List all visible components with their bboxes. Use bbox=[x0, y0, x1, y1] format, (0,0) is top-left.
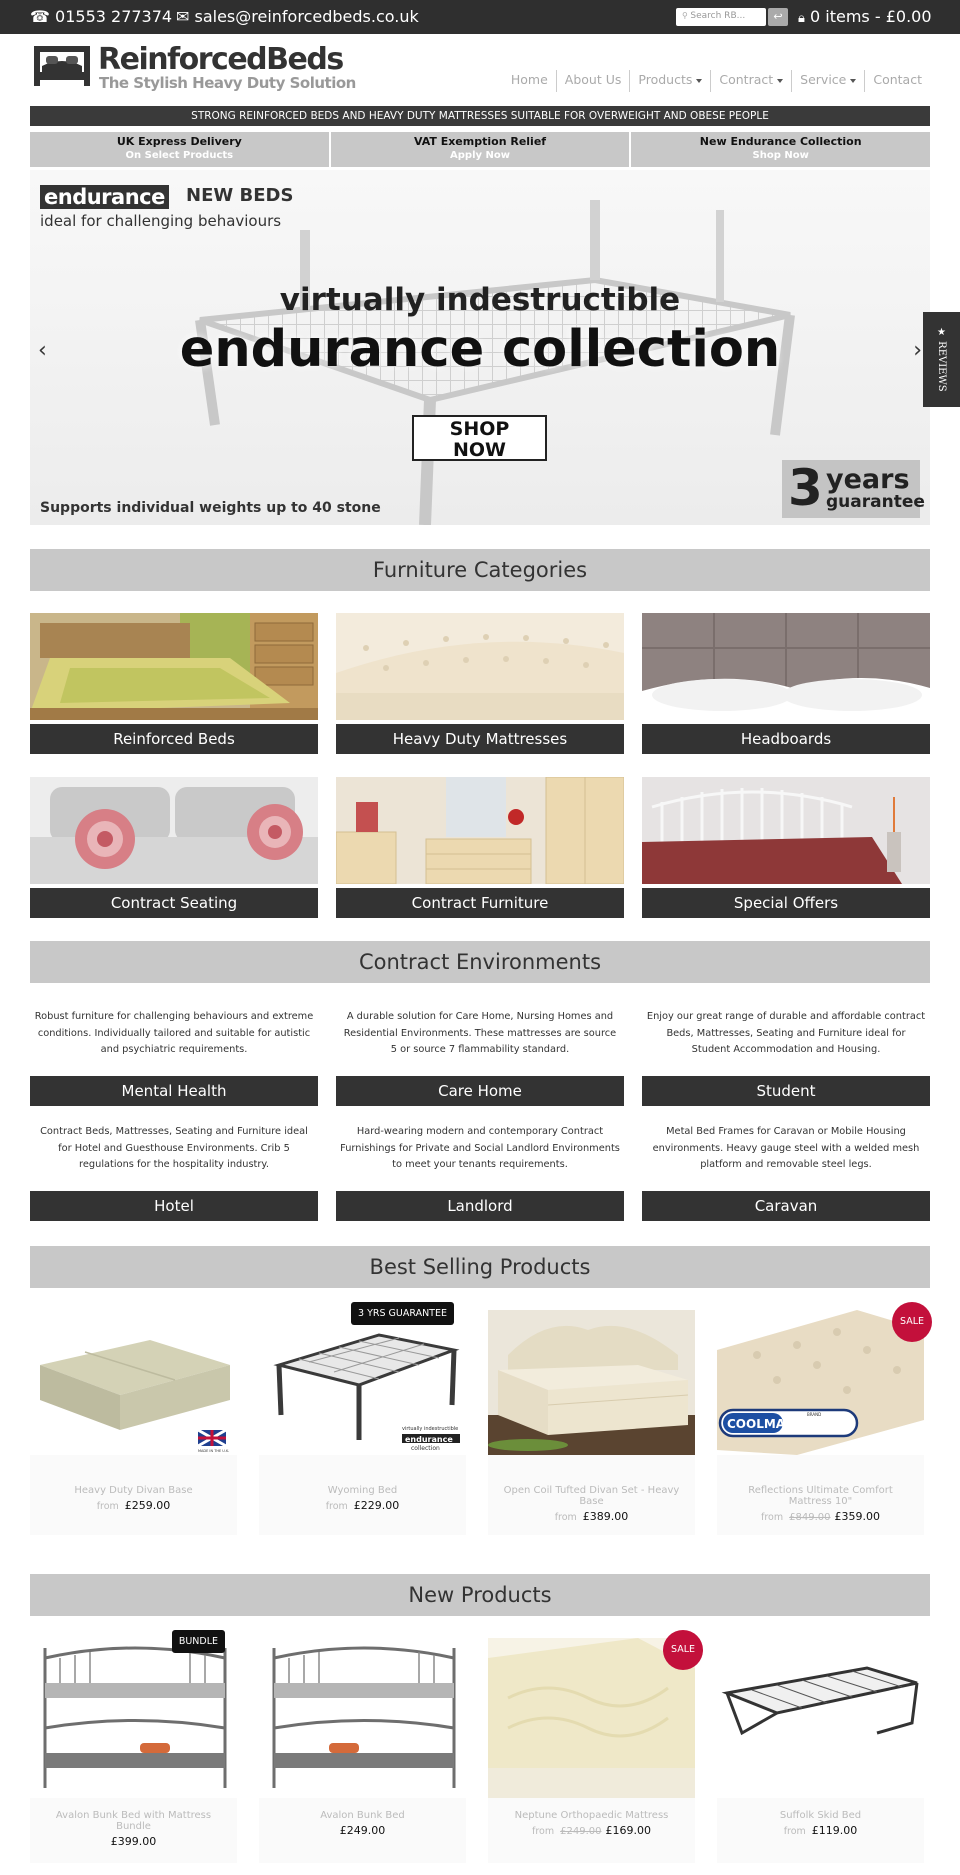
product-name[interactable]: Wyoming Bed bbox=[327, 1485, 398, 1496]
category-contract-seating[interactable] bbox=[30, 777, 318, 918]
iron-bed-photo-image bbox=[642, 777, 930, 884]
environment-label: Landlord bbox=[336, 1191, 624, 1221]
category-image bbox=[30, 777, 318, 884]
category-image bbox=[642, 777, 930, 884]
nav-home[interactable] bbox=[503, 70, 556, 92]
bunk-bed-bundle-image bbox=[30, 1638, 237, 1798]
hero-heading: endurance collection bbox=[179, 320, 781, 379]
product-card[interactable] bbox=[30, 1638, 237, 1863]
product-image bbox=[30, 1638, 237, 1798]
environment-label: Mental Health bbox=[30, 1076, 318, 1106]
category-image bbox=[30, 613, 318, 720]
guarantee-word: guarantee bbox=[826, 492, 925, 512]
sale-badge: SALE bbox=[663, 1630, 703, 1670]
category-label: Contract Furniture bbox=[336, 888, 624, 918]
hero-support-text: Supports individual weights up to 40 stone bbox=[40, 500, 381, 516]
nav-label: Products bbox=[638, 72, 693, 87]
category-label: Reinforced Beds bbox=[30, 724, 318, 754]
category-image bbox=[642, 613, 930, 720]
hero-subheading: virtually indestructible bbox=[279, 282, 681, 318]
product-card[interactable] bbox=[717, 1638, 924, 1863]
slider-next-icon[interactable]: › bbox=[913, 338, 922, 363]
phone-contact[interactable] bbox=[30, 7, 172, 26]
environment-label: Care Home bbox=[336, 1076, 624, 1106]
product-image bbox=[259, 1310, 466, 1455]
price-was: £849.00 bbox=[789, 1512, 831, 1523]
search-icon: ⚲ bbox=[682, 11, 691, 20]
product-name[interactable]: Avalon Bunk Bed bbox=[320, 1810, 405, 1821]
environment-hotel[interactable] bbox=[30, 1121, 318, 1226]
contract-environments-heading: Contract Environments bbox=[30, 941, 930, 983]
phone-icon: ☎ bbox=[30, 7, 50, 26]
category-special-offers[interactable] bbox=[642, 777, 930, 918]
environment-description: Contract Beds, Mattresses, Seating and Furniture ideal for Hotel and Guesthouse Environments. Crib 5 regulations for the hospitality industry. bbox=[30, 1121, 318, 1183]
product-name[interactable]: Neptune Orthopaedic Mattress bbox=[514, 1810, 669, 1821]
memory-foam-mattress-image bbox=[717, 1310, 924, 1455]
category-heavy-duty-mattresses[interactable] bbox=[336, 613, 624, 754]
new-beds-label: NEW BEDS bbox=[186, 185, 294, 206]
environment-caravan[interactable] bbox=[642, 1121, 930, 1226]
product-price bbox=[30, 1499, 237, 1512]
price-value: £389.00 bbox=[582, 1510, 629, 1523]
logo-name[interactable]: ReinforcedBeds bbox=[98, 42, 343, 77]
environment-care-home[interactable] bbox=[336, 1006, 624, 1111]
main-nav bbox=[503, 70, 930, 92]
product-card[interactable] bbox=[488, 1638, 695, 1863]
nav-label: Service bbox=[800, 72, 847, 87]
price-from: from bbox=[96, 1501, 119, 1512]
collection-text: collection bbox=[411, 1445, 440, 1452]
product-card[interactable] bbox=[259, 1638, 466, 1863]
nav-service[interactable] bbox=[791, 70, 864, 92]
guarantee-years: years bbox=[826, 464, 910, 495]
product-card[interactable] bbox=[488, 1310, 695, 1535]
shop-line: NOW bbox=[452, 439, 506, 461]
price-from: from bbox=[532, 1826, 555, 1837]
product-name[interactable]: Suffolk Skid Bed bbox=[779, 1810, 862, 1821]
best-selling-grid bbox=[30, 1310, 930, 1535]
guarantee-badge bbox=[782, 459, 925, 518]
product-name[interactable]: Open Coil Tufted Divan Set - Heavy Base bbox=[503, 1485, 680, 1507]
environment-label: Caravan bbox=[642, 1191, 930, 1221]
product-card[interactable] bbox=[717, 1310, 924, 1535]
environment-landlord[interactable] bbox=[336, 1121, 624, 1226]
category-reinforced-beds[interactable] bbox=[30, 613, 318, 754]
price-value: £359.00 bbox=[834, 1510, 880, 1523]
headboard-photo-image bbox=[642, 613, 930, 720]
bundle-badge: BUNDLE bbox=[172, 1630, 225, 1653]
environment-description: Enjoy our great range of durable and affordable contract Beds, Mattresses, Seating and Furniture ideal for Student Accommodation and Housing. bbox=[642, 1006, 930, 1068]
bed-photo-image bbox=[30, 613, 318, 720]
usp-title: New Endurance Collection bbox=[699, 135, 862, 148]
shop-now-button[interactable] bbox=[412, 415, 547, 461]
lock-icon: 🔒︎ bbox=[798, 11, 805, 26]
cart-link[interactable] bbox=[798, 7, 932, 26]
category-label: Headboards bbox=[642, 724, 930, 754]
usp-title: VAT Exemption Relief bbox=[413, 135, 547, 148]
wyoming-bed-image bbox=[259, 1310, 466, 1455]
usp-endurance[interactable] bbox=[629, 132, 930, 167]
price-from: from bbox=[325, 1501, 348, 1512]
environment-grid bbox=[30, 1006, 930, 1236]
search-input[interactable] bbox=[676, 8, 766, 26]
usp-vat[interactable] bbox=[329, 132, 630, 167]
nav-about-us[interactable] bbox=[556, 70, 630, 92]
email-address: sales@reinforcedbeds.co.uk bbox=[194, 7, 419, 26]
product-image bbox=[717, 1310, 924, 1455]
search-placeholder: Search RB... bbox=[690, 11, 746, 21]
price-value: £259.00 bbox=[124, 1499, 171, 1512]
best-selling-heading: Best Selling Products bbox=[30, 1246, 930, 1288]
environment-mental-health[interactable] bbox=[30, 1006, 318, 1111]
nav-contract[interactable] bbox=[710, 70, 791, 92]
sofa-photo-image bbox=[30, 777, 318, 884]
phone-number: 01553 277374 bbox=[55, 7, 173, 26]
price-value: £169.00 bbox=[605, 1824, 651, 1837]
environment-description: Hard-wearing modern and contemporary Contract Furnishings for Private and Social Landlord Environments to meet your tenants requirements. bbox=[336, 1121, 624, 1183]
environment-description: Robust furniture for challenging behaviours and extreme conditions. Individually tailored and suitable for autistic and psychiatric requirements. bbox=[30, 1006, 318, 1068]
category-image bbox=[336, 777, 624, 884]
search-submit-button[interactable]: ↩ bbox=[768, 8, 788, 26]
usp-bar bbox=[30, 132, 930, 167]
hero-slider[interactable] bbox=[30, 170, 930, 525]
category-image bbox=[336, 613, 624, 720]
nav-label: About Us bbox=[564, 72, 622, 87]
price-value: £119.00 bbox=[811, 1824, 858, 1837]
product-image bbox=[717, 1638, 924, 1798]
hero-tagline: ideal for challenging behaviours bbox=[40, 212, 282, 230]
environment-label: Student bbox=[642, 1076, 930, 1106]
top-bar bbox=[0, 0, 960, 34]
usp-title: UK Express Delivery bbox=[116, 135, 242, 148]
product-price bbox=[488, 1824, 695, 1837]
new-products-grid bbox=[30, 1638, 930, 1863]
furniture-photo-image bbox=[336, 777, 624, 884]
price-from: from bbox=[554, 1512, 577, 1523]
virtually-indestructible-text: virtually indestructible bbox=[402, 1426, 459, 1432]
envelope-icon: ✉ bbox=[176, 7, 190, 26]
coolmax-text: COOLMAX bbox=[727, 1417, 795, 1431]
logo-tagline: The Stylish Heavy Duty Solution bbox=[99, 74, 356, 92]
guarantee-badge: 3 YRS GUARANTEE bbox=[351, 1302, 454, 1325]
nav-label: Contact bbox=[873, 72, 922, 87]
nav-contact[interactable] bbox=[864, 70, 930, 92]
skid-bed-image bbox=[717, 1638, 924, 1798]
shop-line: SHOP bbox=[449, 418, 510, 440]
product-price bbox=[488, 1510, 695, 1523]
product-price bbox=[259, 1824, 466, 1837]
mattress-photo-image bbox=[336, 613, 624, 720]
usp-sub: On Select Products bbox=[125, 150, 234, 161]
product-image bbox=[30, 1310, 237, 1455]
product-card[interactable] bbox=[259, 1310, 466, 1535]
environment-description: A durable solution for Care Home, Nursing Homes and Residential Environments. These mattresses are source 5 or source 7 flammability standard. bbox=[336, 1006, 624, 1068]
category-label: Special Offers bbox=[642, 888, 930, 918]
usp-delivery[interactable] bbox=[30, 132, 329, 167]
product-image bbox=[488, 1638, 695, 1798]
product-card[interactable] bbox=[30, 1310, 237, 1535]
nav-label: Contract bbox=[719, 72, 774, 87]
product-image bbox=[488, 1310, 695, 1455]
guarantee-number: 3 bbox=[788, 459, 823, 517]
caret-down-icon bbox=[777, 79, 783, 83]
new-products-heading: New Products bbox=[30, 1574, 930, 1616]
caret-down-icon bbox=[850, 79, 856, 83]
product-name[interactable]: Avalon Bunk Bed with Mattress Bundle bbox=[55, 1810, 212, 1832]
bunk-bed-image bbox=[259, 1638, 466, 1798]
orthopaedic-mattress-image bbox=[488, 1638, 695, 1798]
usp-sub: Shop Now bbox=[752, 150, 809, 161]
price-was: £249.00 bbox=[560, 1826, 602, 1837]
category-contract-furniture[interactable] bbox=[336, 777, 624, 918]
divan-set-image bbox=[488, 1310, 695, 1455]
product-price bbox=[717, 1510, 924, 1523]
bed-logo-icon[interactable] bbox=[32, 42, 92, 88]
product-name[interactable]: Heavy Duty Divan Base bbox=[74, 1485, 193, 1496]
category-label: Heavy Duty Mattresses bbox=[336, 724, 624, 754]
price-from: from bbox=[783, 1826, 806, 1837]
product-price bbox=[717, 1824, 924, 1837]
slider-prev-icon[interactable]: ‹ bbox=[38, 338, 47, 363]
price-value: £229.00 bbox=[353, 1499, 400, 1512]
brand-text: BRAND bbox=[807, 1412, 822, 1417]
environment-student[interactable] bbox=[642, 1006, 930, 1111]
endurance-brand-label: endurance bbox=[40, 185, 169, 209]
product-price bbox=[259, 1499, 466, 1512]
price-from: from bbox=[761, 1512, 784, 1523]
sale-badge: SALE bbox=[892, 1302, 932, 1342]
nav-products[interactable] bbox=[629, 70, 710, 92]
nav-label: Home bbox=[510, 72, 548, 87]
reviews-tab[interactable]: ★ REVIEWS bbox=[923, 312, 960, 407]
environment-label: Hotel bbox=[30, 1191, 318, 1221]
product-name[interactable]: Reflections Ultimate Comfort Mattress 10" bbox=[748, 1485, 893, 1507]
category-grid bbox=[30, 613, 930, 941]
price-value: £399.00 bbox=[110, 1835, 157, 1848]
furniture-categories-heading: Furniture Categories bbox=[30, 549, 930, 591]
made-in-uk-text: MADE IN THE U.K. bbox=[198, 1449, 230, 1453]
category-label: Contract Seating bbox=[30, 888, 318, 918]
site-header bbox=[0, 34, 960, 98]
environment-description: Metal Bed Frames for Caravan or Mobile Housing environments. Heavy gauge steel with a welded mesh platform and removable steel legs. bbox=[642, 1121, 930, 1183]
cart-summary: 0 items - £0.00 bbox=[810, 7, 932, 26]
category-headboards[interactable] bbox=[642, 613, 930, 754]
product-price bbox=[30, 1835, 237, 1848]
product-image bbox=[259, 1638, 466, 1798]
divan-base-image bbox=[30, 1310, 237, 1455]
promo-strip: STRONG REINFORCED BEDS AND HEAVY DUTY MATTRESSES SUITABLE FOR OVERWEIGHT AND OBESE PEOPLE bbox=[30, 106, 930, 126]
endurance-text: endurance bbox=[405, 1435, 453, 1444]
caret-down-icon bbox=[696, 79, 702, 83]
usp-sub: Apply Now bbox=[450, 150, 510, 161]
email-contact[interactable] bbox=[176, 7, 419, 26]
price-value: £249.00 bbox=[339, 1824, 386, 1837]
